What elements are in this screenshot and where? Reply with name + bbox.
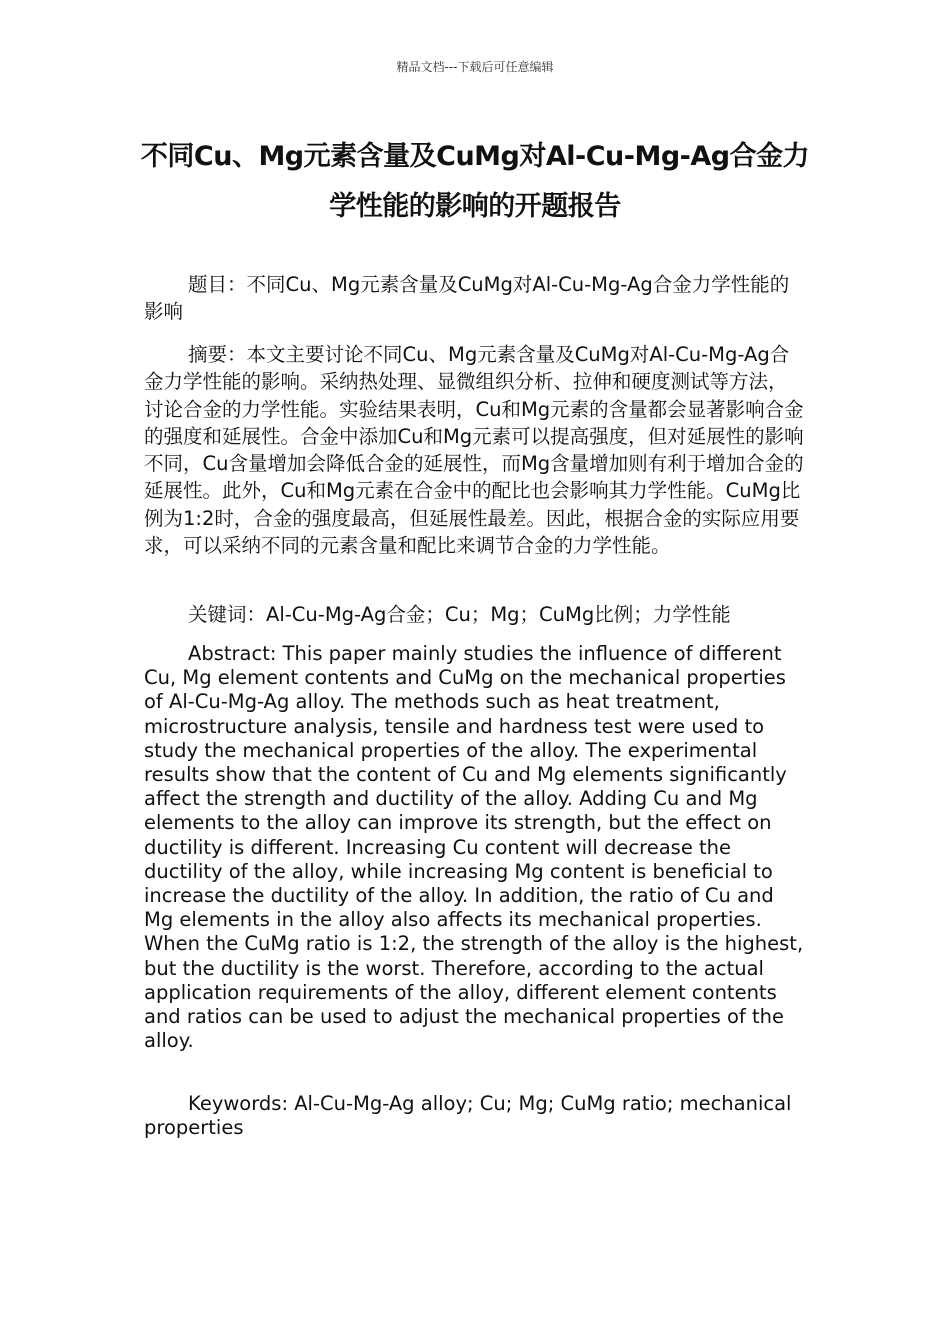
keywords-en-label: Keywords: — [188, 1092, 295, 1115]
abstract-cn-paragraph — [144, 341, 804, 559]
abstract-en-text: This paper mainly studies the influence of different Cu, Mg element contents and CuMg on the mechanical properties of Al-Cu-Mg-Ag alloy. The methods such as heat treatment, microstructure analysis, tensile and hardness test were used to study the mechanical properties of the alloy. The experimental results show that the content of Cu and Mg elements significantly affect the strength and ductility of the alloy. Adding Cu and Mg elements to the alloy can improve its strength, but the effect on ductility is different. Increasing Cu content will decrease the ductility of the alloy, while increasing Mg content is beneficial to increase the ductility of the alloy. In addition, the ratio of Cu and Mg elements in the alloy also affects its mechanical properties. When the CuMg ratio is 1:2, the strength of the alloy is the highest, but the ductility is the worst. Therefore, according to the actual application requirements of the alloy, different element contents and ratios can be used to adjust the mechanical properties of the alloy. — [144, 642, 804, 1053]
abstract-cn-section — [144, 341, 804, 559]
keywords-cn-label: 关键词： — [188, 603, 267, 626]
topic-label: 题目： — [188, 273, 247, 296]
document-title: 不同Cu、Mg元素含量及CuMg对Al-Cu-Mg-Ag合金力学性能的影响的开题报告 — [140, 141, 810, 222]
abstract-cn-text: 本文主要讨论不同Cu、Mg元素含量及CuMg对Al-Cu-Mg-Ag合金力学性能的影响。采纳热处理、显微组织分析、拉伸和硬度测试等方法，讨论合金的力学性能。实验结果表明，Cu和Mg元素的含量都会显著影响合金的强度和延展性。合金中添加Cu和Mg元素可以提高强度，但对延展性的影响不同，Cu含量增加会降低合金的延展性，而Mg含量增加则有利于增加合金的延展性。此外，Cu和Mg元素在合金中的配比也会影响其力学性能。CuMg比例为1:2时，合金的强度最高，但延展性最差。因此，根据合金的实际应用要求，可以采纳不同的元素含量和配比来调节合金的力学性能。 — [144, 343, 804, 558]
keywords-cn-paragraph — [144, 601, 804, 628]
keywords-en-section — [144, 1092, 804, 1140]
topic-section — [144, 271, 804, 326]
abstract-en-section — [144, 642, 804, 1053]
abstract-en-label: Abstract: — [188, 642, 283, 665]
keywords-cn-section — [144, 601, 804, 628]
topic-paragraph — [144, 271, 804, 326]
abstract-cn-label: 摘要： — [188, 343, 247, 366]
abstract-en-paragraph — [144, 642, 804, 1053]
keywords-en-text: Al-Cu-Mg-Ag alloy; Cu; Mg; CuMg ratio; mechanical properties — [144, 1092, 792, 1140]
keywords-cn-text: Al-Cu-Mg-Ag合金；Cu；Mg；CuMg比例；力学性能 — [266, 603, 731, 626]
topic-text: 不同Cu、Mg元素含量及CuMg对Al-Cu-Mg-Ag合金力学性能的影响 — [144, 273, 790, 324]
keywords-en-paragraph — [144, 1092, 804, 1140]
page-header: 精品文档---下载后可任意编辑 — [396, 60, 554, 74]
